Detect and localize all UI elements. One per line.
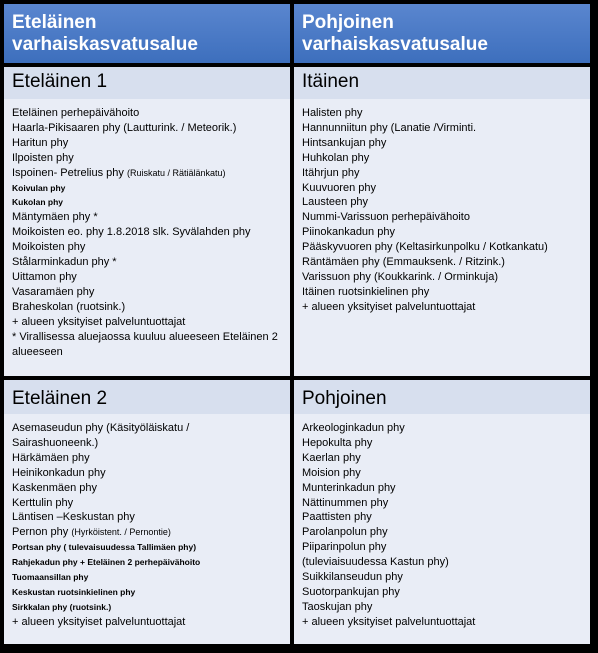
list-item: Haritun phy <box>12 136 69 149</box>
list-item: Moikoisten phy <box>12 241 86 254</box>
list-item-name: Pernon phy <box>12 526 69 539</box>
list-item: Kuuvuoren phy <box>302 181 376 194</box>
section-title: Eteläinen 2 <box>12 388 108 409</box>
list-item: Läntisen –Keskustan phy <box>12 511 135 524</box>
list-etelainen-1 <box>4 99 290 376</box>
list-item: Portsan phy ( tulevaisuudessa Tallimäen phy) <box>12 542 197 553</box>
list-item: Hepokulta phy <box>302 436 373 449</box>
list-item: Asemaseudun phy (Käsityöläiskatu / <box>12 422 190 434</box>
footnote: * Virallisessa aluejaossa kuuluu alueeseen Eteläinen 2 alueeseen <box>12 330 278 358</box>
list-item <box>12 525 282 540</box>
header-south-area <box>4 4 290 63</box>
list-item: Kaskenmäen phy <box>12 481 97 494</box>
list-item: Ilpoisten phy <box>12 151 74 164</box>
list-item: Suikkilanseudun phy <box>302 571 403 584</box>
list-item: + alueen yksityiset palveluntuottajat <box>12 315 186 328</box>
list-item: Moision phy <box>302 466 361 479</box>
area-table <box>4 4 590 644</box>
list-item: Piinokankadun phy <box>302 226 395 239</box>
list-item: Kaerlan phy <box>302 451 361 464</box>
subheader-itainen <box>294 67 590 99</box>
list-item-note: (Hyrköistent. / Pernontie) <box>71 527 171 538</box>
list-item: Koivulan phy <box>12 182 66 193</box>
header-north-area <box>294 4 590 63</box>
list-item: Härkämäen phy <box>12 451 90 464</box>
list-item: Itäinen ruotsinkielinen phy <box>302 285 430 298</box>
list-item: Pääskyvuoren phy (Keltasirkunpolku / Kotkankatu) <box>302 241 548 254</box>
list-item: Kukolan phy <box>12 197 64 208</box>
subheader-pohjoinen <box>294 380 590 414</box>
list-item: Nättinummen phy <box>302 496 389 509</box>
list-item-note: (Ruiskatu / Rätiälänkatu) <box>126 167 226 178</box>
list-item: Itährjun phy <box>302 166 360 179</box>
list-item: Nummi-Varissuon perhepäivähoito <box>302 211 470 224</box>
list-item: Hannunniitun phy (Lanatie /Virminti. <box>302 121 477 134</box>
section-title: Pohjoinen <box>302 388 387 409</box>
list-item: Suotorpankujan phy <box>302 585 400 598</box>
list-item: Munterinkadun phy <box>302 481 396 494</box>
list-item: Sirkkalan phy (ruotsink.) <box>12 601 112 612</box>
subheader-etelainen-2 <box>4 380 290 414</box>
list-item: Heinikonkadun phy <box>12 466 106 479</box>
list-item: Uittamon phy <box>12 270 77 283</box>
header-north-label: Pohjoinen varhaiskasvatusalue <box>302 12 488 55</box>
list-item: + alueen yksityiset palveluntuottajat <box>302 615 476 628</box>
list-item: Rahjekadun phy + Eteläinen 2 perhepäivähoito <box>12 557 201 568</box>
list-item: (tuleviaisuudessa Kastun phy) <box>302 556 449 569</box>
list-item: Moikoisten eo. phy 1.8.2018 slk. Syvälahden phy <box>12 226 251 239</box>
list-item: Räntämäen phy (Emmauksenk. / Ritzink.) <box>302 256 505 269</box>
section-title: Eteläinen 1 <box>12 71 108 92</box>
list-item: Paattisten phy <box>302 511 372 524</box>
list-item: Tuomaansillan phy <box>12 572 89 583</box>
list-item: Huhkolan phy <box>302 151 370 164</box>
list-item: Varissuon phy (Koukkarink. / Orminkuja) <box>302 270 499 283</box>
header-south-label: Eteläinen varhaiskasvatusalue <box>12 12 198 55</box>
list-item: + alueen yksityiset palveluntuottajat <box>12 615 186 628</box>
list-item: Eteläinen perhepäivähoito <box>12 107 140 119</box>
subheader-etelainen-1 <box>4 67 290 99</box>
list-item: + alueen yksityiset palveluntuottajat <box>302 300 476 313</box>
list-item: Vasaramäen phy <box>12 285 95 298</box>
list-pohjoinen <box>294 414 590 644</box>
list-item: Parolanpolun phy <box>302 526 388 539</box>
list-item: Keskustan ruotsinkielinen phy <box>12 586 136 597</box>
list-item: Sairashuoneenk.) <box>12 436 99 449</box>
list-itainen <box>294 99 590 376</box>
list-item: Arkeologinkadun phy <box>302 422 405 434</box>
list-item: Kerttulin phy <box>12 496 74 509</box>
list-item: Taoskujan phy <box>302 600 373 613</box>
list-item <box>12 166 282 181</box>
list-item: Braheskolan (ruotsink.) <box>12 300 126 313</box>
list-item: Haarla-Pikisaaren phy (Lautturink. / Meteorik.) <box>12 121 237 134</box>
list-item: Hintsankujan phy <box>302 136 387 149</box>
list-item-name: Ispoinen- Petrelius phy <box>12 166 124 179</box>
section-title: Itäinen <box>302 71 360 92</box>
list-item: Lausteen phy <box>302 196 369 209</box>
list-item: Stålarminkadun phy * <box>12 256 117 269</box>
list-item: Mäntymäen phy * <box>12 211 98 224</box>
list-item: Halisten phy <box>302 107 363 119</box>
list-item: Piiparinpolun phy <box>302 541 387 554</box>
list-etelainen-2 <box>4 414 290 644</box>
